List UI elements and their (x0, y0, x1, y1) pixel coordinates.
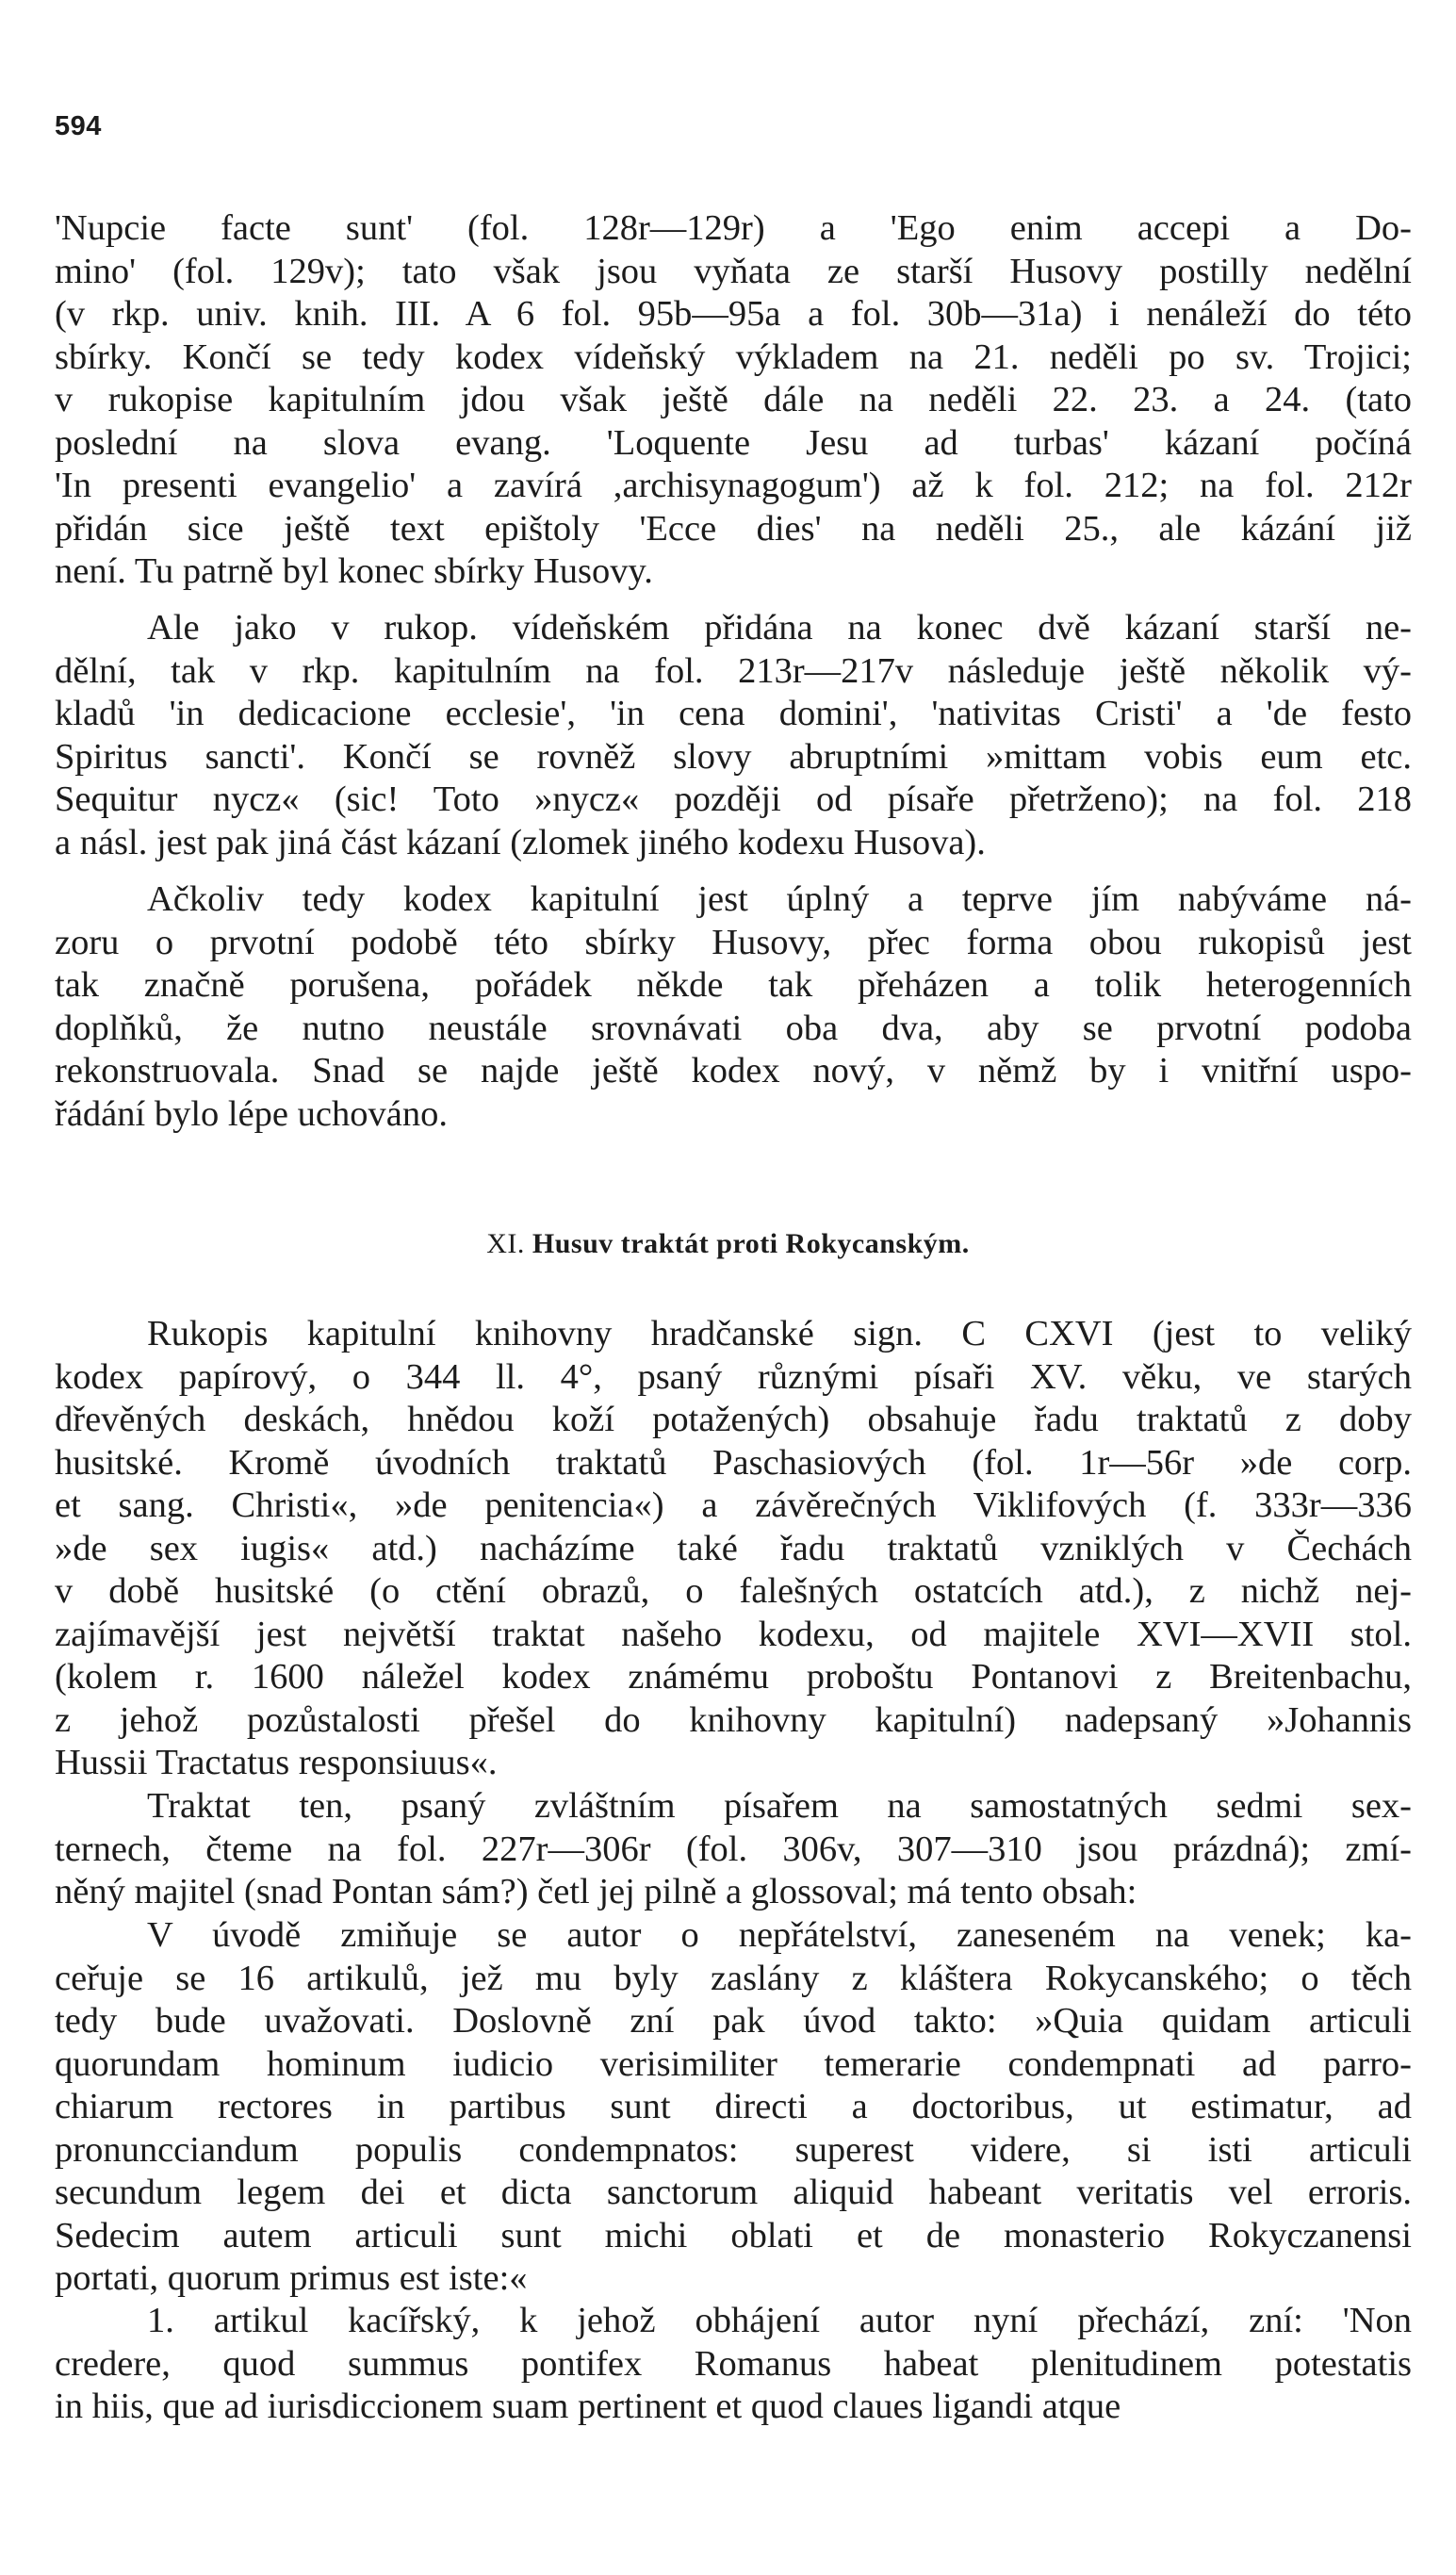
text-line: et sang. Christi«, »de penitencia«) a závěrečných Viklifových (f. 333r—336 (55, 1485, 1412, 1525)
text-line: husitské. Kromě úvodních traktatů Paschasiových (fol. 1r—56r »de corp. (55, 1442, 1412, 1483)
text-line: portati, quorum primus est iste:« (55, 2258, 528, 2298)
text-line: dřevěných deskách, hnědou koží potažených) obsahuje řadu traktatů z doby (55, 1400, 1412, 1439)
text-line: (kolem r. 1600 náležel kodex známému proboštu Pontanovi z Breitenbachu, (55, 1657, 1412, 1697)
text-line: kladů 'in dedicacione ecclesie', 'in cena domini', 'nativitas Cristi' a 'de festo (55, 694, 1412, 733)
text-line: Ačkoliv tedy kodex kapitulní jest úplný a teprve jím nabýváme ná- (147, 879, 1412, 919)
text-line: V úvodě zmiňuje se autor o nepřátelství, zaneseném na venek; ka- (147, 1915, 1412, 1955)
text-line: mino' (fol. 129v); tato však jsou vyňata ze starší Husovy postilly nedělní (55, 251, 1412, 291)
text-line: Hussii Tractatus responsiuus«. (55, 1743, 498, 1782)
paragraph-artikul (55, 2300, 1412, 2429)
text-line: Sedecim autem articuli sunt michi oblati et de monasterio Rokyczanensi (55, 2215, 1412, 2255)
text-line: není. Tu patrně byl konec sbírky Husovy. (55, 551, 653, 591)
paragraph-kapitulni (55, 878, 1412, 1136)
paragraph-nupcie (55, 207, 1412, 594)
text-line: secundum legem dei et dicta sanctorum aliquid habeant veritatis vel erroris. (55, 2173, 1412, 2212)
text-line: chiarum rectores in partibus sunt directi a doctoribus, ut estimatur, ad (55, 2087, 1412, 2126)
text-line: Sequitur nycz« (sic! Toto »nycz« později od písaře přetrženo); na fol. 218 (55, 779, 1412, 819)
text-line: kodex papírový, o 344 ll. 4°, psaný různými písaři XV. věku, ve starých (55, 1356, 1412, 1397)
text-line: sbírky. Končí se tedy kodex vídeňský výkladem na 21. neděli po sv. Trojici; (55, 336, 1412, 377)
text-line: »de sex iugis« atd.) nacházíme také řadu traktatů vzniklých v Čechách (55, 1528, 1412, 1568)
text-line: Traktat ten, psaný zvláštním písařem na samostatných sedmi sex- (147, 1786, 1412, 1826)
text-line: ceřuje se 16 artikulů, jež mu byly zaslány z kláštera Rokycanského; o těch (55, 1958, 1412, 1998)
text-line: rekonstruovala. Snad se najde ještě kodex nový, v němž by i vnitřní uspo- (55, 1051, 1412, 1091)
text-line: Ale jako v rukop. vídeňském přidána na konec dvě kázaní starší ne- (147, 608, 1412, 648)
paragraph-rukopis (55, 1313, 1412, 1785)
page-number: 594 (55, 111, 102, 141)
text-line: a násl. jest pak jiná část kázaní (zlomek jiného kodexu Husova). (55, 822, 986, 862)
text-line: v době husitské (o ctění obrazů, o falešných ostatcích atd.), z nichž nej- (55, 1571, 1412, 1611)
section-number: XI. (486, 1228, 525, 1259)
text-line: zajímavější jest největší traktat našeho kodexu, od majitele XVI—XVII stol. (55, 1614, 1412, 1654)
paragraph-traktat (55, 1785, 1412, 1914)
text-line: quorundam hominum iudicio verisimiliter temerarie condempnati ad parro- (55, 2043, 1412, 2084)
text-line: (v rkp. univ. knih. III. A 6 fol. 95b—95a a fol. 30b—31a) i nenáleží do této (55, 294, 1412, 334)
text-line: pronuncciandum populis condempnatos: superest videre, si isti articuli (55, 2129, 1412, 2170)
text-line: řádání bylo lépe uchováno. (55, 1093, 448, 1134)
text-line: dělní, tak v rkp. kapitulním na fol. 213r—217v následuje ještě několik vý- (55, 650, 1412, 691)
text-line: něný majitel (snad Pontan sám?) četl jej pilně a glossoval; má tento obsah: (55, 1872, 1137, 1911)
text-line: 'Nupcie facte sunt' (fol. 128r—129r) a 'Ego enim accepi a Do- (55, 208, 1412, 248)
text-line: 1. artikul kacířský, k jehož obhájení autor nyní přechází, zní: 'Non (147, 2301, 1412, 2340)
text-line: poslední na slova evang. 'Loquente Jesu ad turbas' kázaní počíná (55, 422, 1412, 463)
text-line: z jehož pozůstalosti přešel do knihovny kapitulní) nadepsaný »Johannis (55, 1699, 1412, 1740)
paragraph-uvod (55, 1914, 1412, 2301)
text-line: tedy bude uvažovati. Doslovně zní pak úvod takto: »Quia quidam articuli (55, 2001, 1412, 2041)
text-line: Spiritus sancti'. Končí se rovněž slovy abruptními »mittam vobis eum etc. (55, 736, 1412, 777)
section-heading (0, 1228, 1456, 1260)
text-line: zoru o prvotní podobě této sbírky Husovy, přec forma obou rukopisů jest (55, 922, 1412, 962)
text-line: ternech, čteme na fol. 227r—306r (fol. 306v, 307—310 jsou prázdná); zmí- (55, 1829, 1412, 1869)
text-line: Rukopis kapitulní knihovny hradčanské sign. C CXVI (jest to veliký (147, 1314, 1412, 1353)
text-line: tak značně porušena, pořádek někde tak přeházen a tolik heterogenních (55, 965, 1412, 1005)
text-line: credere, quod summus pontifex Romanus habeat plenitudinem potestatis (55, 2343, 1412, 2384)
text-line: in hiis, que ad iurisdiccionem suam pertinent et quod claues ligandi atque (55, 2386, 1121, 2426)
paragraph-vidensky (55, 607, 1412, 864)
section-title: Husuv traktát proti Rokycanským. (532, 1228, 970, 1259)
text-line: v rukopise kapitulním jdou však ještě dále na neděli 22. 23. a 24. (tato (55, 380, 1412, 419)
text-line: přidán sice ještě text epištoly 'Ecce dies' na neděli 25., ale kázání již (55, 508, 1412, 549)
text-line: 'In presenti evangelio' a zavírá ,archisynagogum') až k fol. 212; na fol. 212r (55, 466, 1412, 505)
text-line: doplňků, že nutno neustále srovnávati oba dva, aby se prvotní podoba (55, 1008, 1412, 1048)
